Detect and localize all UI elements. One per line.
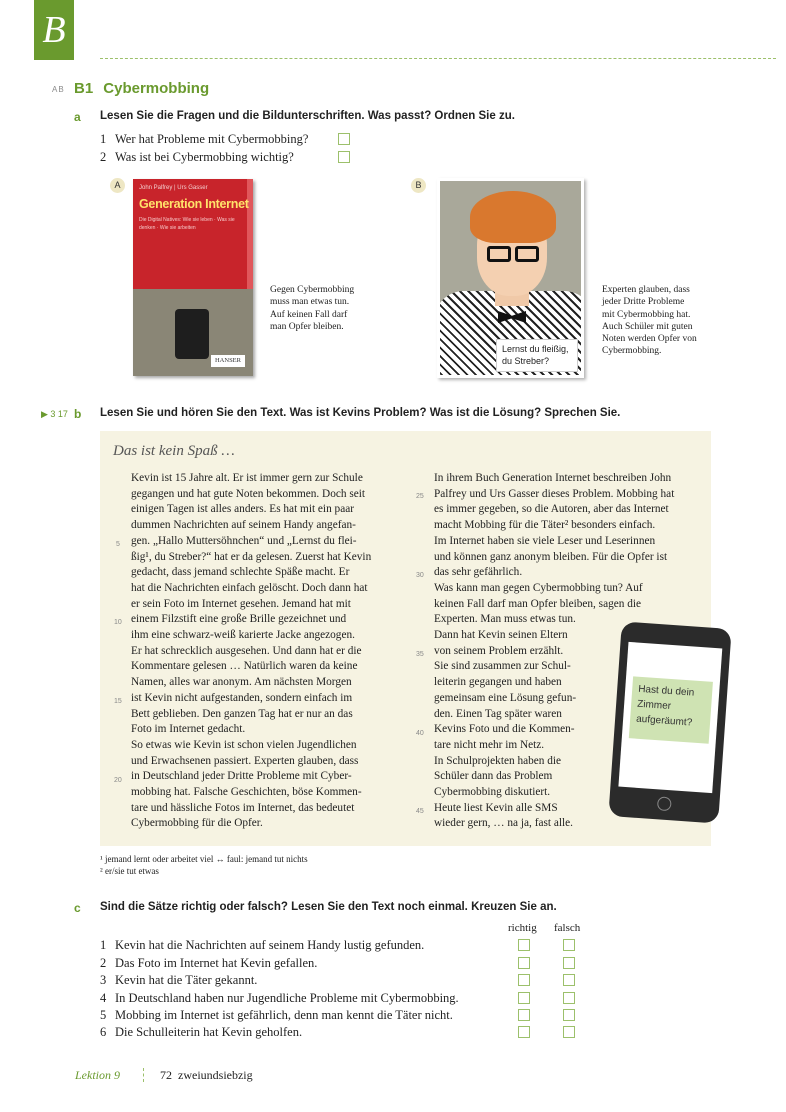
book-publisher: HANSER <box>211 355 245 367</box>
statement-2-true-checkbox[interactable] <box>518 957 530 969</box>
reading-column-1: Kevin ist 15 Jahre alt. Er ist immer gern zur Schule gegangen und hat gute Noten bekommen. Doch seit einigen Tagen ist alles anders. Es hat mit ein paar dummen Nachrichten auf seinem Handy angefan- gen. „Hallo Muttersöhnchen“ und „Lernst du flei- ßig¹, du Streber?“ hat er da gelesen. Zuerst hat Kevin gedacht, dass jemand schlechte Späße macht. Er hat die Nachrichten einfach gelöscht. Doch dann hat er sein Foto im Internet gesehen. Jemand hat mit einem Filzstift eine große Brille gezeichnet und ihm eine schwarz-weiß karierte Jacke angezogen. Er hat schrecklich ausgesehen. Und dann hat er die Kommentare gelesen … Natürlich waren da keine Namen, alles war anonym. Am nächsten Morgen ist Kevin nicht aufgestanden, sondern einfach im Bett geblieben. Den ganzen Tag hat er nur an das Foto im Internet gedacht. So etwas wie Kevin ist schon vielen Jugendlichen und Erwachsenen passiert. Experten glauben, dass in Deutschland jeder Dritte Probleme mit Cyber- mobbing hat. Falsche Geschichten, böse Kommen- tare und hässliche Fotos im Internet, das bedeutet Cybermobbing für die Opfer. <box>131 472 372 830</box>
line-number: 10 <box>114 619 122 626</box>
question-1: 1 Wer hat Probleme mit Cybermobbing? <box>100 132 309 146</box>
statement-5-false-checkbox[interactable] <box>563 1009 575 1021</box>
image-b-label: B <box>411 178 426 193</box>
home-button-icon <box>657 796 672 811</box>
workbook-ref: AB <box>52 85 65 94</box>
statement-2: 2 Das Foto im Internet hat Kevin gefallen. <box>100 956 318 970</box>
statement-2-false-checkbox[interactable] <box>563 957 575 969</box>
photo-speech-bubble: Lernst du fleißig, du Streber? <box>496 339 578 372</box>
statement-5-true-checkbox[interactable] <box>518 1009 530 1021</box>
statement-3-true-checkbox[interactable] <box>518 974 530 986</box>
question-2: 2 Was ist bei Cybermobbing wichtig? <box>100 150 294 164</box>
statement-3-false-checkbox[interactable] <box>563 974 575 986</box>
statement-1-true-checkbox[interactable] <box>518 939 530 951</box>
line-number: 20 <box>114 777 122 784</box>
section-id: B1 <box>74 80 94 97</box>
statement-6: 6 Die Schulleiterin hat Kevin geholfen. <box>100 1025 303 1039</box>
statement-6-true-checkbox[interactable] <box>518 1026 530 1038</box>
reading-title: Das ist kein Spaß … <box>113 443 235 459</box>
line-number: 35 <box>416 651 424 658</box>
footer-page-number: 72 zweiundsiebzig <box>160 1068 253 1082</box>
footer-separator <box>143 1068 144 1082</box>
section-heading <box>74 78 209 97</box>
part-a-letter: a <box>74 110 81 124</box>
phone-message-bubble: Hast du dein Zimmer aufgeräumt? <box>629 676 713 743</box>
statement-5: 5 Mobbing im Internet ist gefährlich, denn man kennt die Täter nicht. <box>100 1008 453 1022</box>
book-cover-image <box>133 179 253 376</box>
part-c-instruction: Sind die Sätze richtig oder falsch? Lesen Sie den Text noch einmal. Kreuzen Sie an. <box>100 901 557 913</box>
statement-6-false-checkbox[interactable] <box>563 1026 575 1038</box>
smartphone-illustration <box>608 621 731 823</box>
audio-track-icon[interactable]: ▶ 3 17 <box>41 409 68 419</box>
reading-column-2: In ihrem Buch Generation Internet beschreiben John Palfrey und Urs Gasser dieses Problem. Mobbing hat es immer gegeben, so die Autoren, aber das Internet macht Mobbing für die Täter² besonders einfach. Im Internet haben sie viele Leser und Leserinnen und können ganz anonym bleiben. Für die Opfer ist das sehr gefährlich. Was kann man gegen Cybermobbing tun? Auf keinen Fall darf man Opfer bleiben, sagen die Experten. Man muss etwas tun. Dann hat Kevin seinen Eltern von seinem Problem erzählt. Sie sind zusammen zur Schul- leiterin gegangen und haben gemeinsam eine Lösung gefun- den. Einen Tag später waren Kevins Foto und die Kommen- tare nicht mehr im Netz. In Schulprojekten haben die Schüler dann das Problem Cybermobbing diskutiert. Heute liest Kevin alle SMS wieder gern, … na ja, fast alle. <box>434 472 675 830</box>
statement-1: 1 Kevin hat die Nachrichten auf seinem Handy lustig gefunden. <box>100 938 425 952</box>
chapter-tab: B <box>34 0 74 60</box>
line-number: 5 <box>116 541 120 548</box>
footnotes: ¹ jemand lernt oder arbeitet viel ↔ faul: jemand tut nichts ² er/sie tut etwas <box>100 854 308 876</box>
statement-4-true-checkbox[interactable] <box>518 992 530 1004</box>
part-c-letter: c <box>74 901 81 915</box>
line-number: 15 <box>114 698 122 705</box>
column-header-true: richtig <box>508 922 537 934</box>
image-a-label: A <box>110 178 125 193</box>
footer-lesson: Lektion 9 <box>75 1068 120 1082</box>
statement-4-false-checkbox[interactable] <box>563 992 575 1004</box>
statement-4: 4 In Deutschland haben nur Jugendliche Probleme mit Cybermobbing. <box>100 991 459 1005</box>
line-number: 30 <box>416 572 424 579</box>
statement-1-false-checkbox[interactable] <box>563 939 575 951</box>
question-1-answer-box[interactable] <box>338 133 350 145</box>
line-number: 40 <box>416 730 424 737</box>
statement-3: 3 Kevin hat die Täter gekannt. <box>100 973 258 987</box>
book-title: Generation Internet <box>139 197 249 211</box>
book-subtitle: Die Digital Natives: Wie sie leben · Was sie denken · Wie sie arbeiten <box>139 217 235 231</box>
part-a-instruction: Lesen Sie die Fragen und die Bildunterschriften. Was passt? Ordnen Sie zu. <box>100 110 515 122</box>
column-header-false: falsch <box>554 922 581 934</box>
image-b-caption: Experten glauben, dass jeder Dritte Probleme mit Cybermobbing hat. Auch Schüler mit guten Noten werden Opfer von Cybermobbing. <box>602 285 697 357</box>
part-b-instruction: Lesen Sie und hören Sie den Text. Was ist Kevins Problem? Was ist die Lösung? Sprechen Sie. <box>100 407 621 419</box>
book-authors: John Palfrey | Urs Gasser <box>139 185 208 191</box>
top-divider <box>100 58 776 59</box>
image-a-caption: Gegen Cybermobbing muss man etwas tun. Auf keinen Fall darf man Opfer bleiben. <box>270 285 355 332</box>
part-b-letter: b <box>74 407 82 421</box>
line-number: 25 <box>416 493 424 500</box>
phone-in-pocket-icon <box>175 309 209 359</box>
section-title: Cybermobbing <box>103 80 210 97</box>
line-number: 45 <box>416 808 424 815</box>
question-2-answer-box[interactable] <box>338 151 350 163</box>
